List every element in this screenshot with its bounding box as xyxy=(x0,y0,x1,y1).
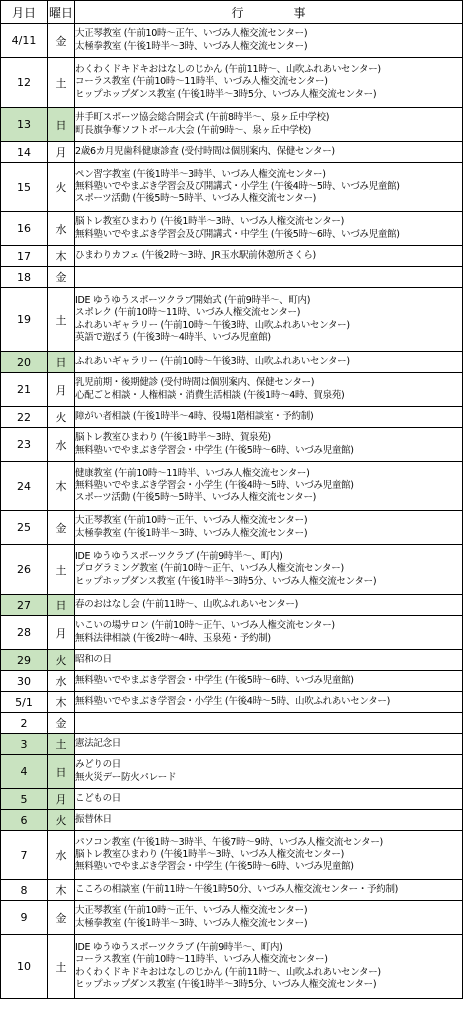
row-events xyxy=(75,288,463,352)
schedule-row xyxy=(1,734,463,755)
row-weekday: 日 xyxy=(48,755,75,789)
row-events xyxy=(75,267,463,288)
event-line: 太極拳教室 (午後1時半～3時、いづみ人権交流センター) xyxy=(75,40,308,52)
event-line: 無料塾いでやまぶき学習会・中学生 (午後5時～6時、いづみ児童館) xyxy=(75,674,354,686)
event-line: みどりの日 xyxy=(75,759,122,771)
event-line: 英語で遊ぼう (午後3時～4時半、いづみ児童館) xyxy=(75,331,271,343)
schedule-row xyxy=(1,671,463,692)
row-weekday: 木 xyxy=(48,462,75,511)
row-weekday: 木 xyxy=(48,880,75,901)
schedule-row xyxy=(1,142,463,163)
event-line: 春のおはなし会 (午前11時～、山吹ふれあいセンター) xyxy=(75,598,299,610)
row-events xyxy=(75,545,463,595)
row-events xyxy=(75,246,463,267)
row-events xyxy=(75,692,463,713)
row-weekday: 土 xyxy=(48,288,75,352)
row-date: 16 xyxy=(1,212,48,246)
row-weekday: 金 xyxy=(48,511,75,545)
row-events xyxy=(75,352,463,373)
row-weekday: 日 xyxy=(48,352,75,373)
row-weekday: 水 xyxy=(48,428,75,462)
row-date: 10 xyxy=(1,935,48,999)
event-line: 大正琴教室 (午前10時～正午、いづみ人権交流センター) xyxy=(75,905,308,917)
row-events xyxy=(75,108,463,142)
event-line: 心配ごと相談・人権相談・消費生活相談 (午後1時～4時、賀泉苑) xyxy=(75,389,345,401)
schedule-row xyxy=(1,24,463,58)
event-line: 2歳6カ月児歯科健康診査 (受付時間は個別案内、保健センター) xyxy=(75,145,335,157)
row-events xyxy=(75,935,463,999)
schedule-row xyxy=(1,163,463,212)
row-weekday: 日 xyxy=(48,108,75,142)
row-date: 9 xyxy=(1,901,48,935)
row-events xyxy=(75,713,463,734)
row-events xyxy=(75,880,463,901)
row-weekday: 月 xyxy=(48,142,75,163)
row-weekday: 土 xyxy=(48,58,75,108)
event-line: 無料法律相談 (午後2時～4時、玉泉苑・予約制) xyxy=(75,632,271,644)
row-date: 2 xyxy=(1,713,48,734)
row-events xyxy=(75,734,463,755)
row-events xyxy=(75,142,463,163)
row-date: 5 xyxy=(1,789,48,810)
row-weekday: 金 xyxy=(48,713,75,734)
event-line: こころの相談室 (午前11時～午後1時50分、いづみ人権交流センター・予約制) xyxy=(75,883,399,895)
event-line: 脳トレ教室ひまわり (午後1時半～3時、賀泉苑) xyxy=(75,432,271,444)
schedule-row xyxy=(1,692,463,713)
row-date: 29 xyxy=(1,650,48,671)
event-line: こどもの日 xyxy=(75,792,122,804)
event-line: わくわくドキドキおはなしのじかん (午前11時～、山吹ふれあいセンター) xyxy=(75,64,381,76)
weekday-column-header: 曜日 xyxy=(48,1,75,24)
row-date: 4 xyxy=(1,755,48,789)
schedule-row xyxy=(1,267,463,288)
row-date: 23 xyxy=(1,428,48,462)
event-line: コーラス教室 (午前10時～11時半、いづみ人権交流センター) xyxy=(75,76,328,88)
event-line: ヒップホップダンス教室 (午後1時半～3時5分、いづみ人権交流センター) xyxy=(75,978,377,990)
event-line: 町長旗争奪ソフトボール大会 (午前9時～、泉ヶ丘中学校) xyxy=(75,124,311,136)
event-line: 無料塾いでやまぶき学習会・小学生 (午後4時～5時、いづみ児童館) xyxy=(75,479,354,491)
row-date: 7 xyxy=(1,831,48,880)
schedule-row xyxy=(1,595,463,616)
row-date: 19 xyxy=(1,288,48,352)
schedule-row xyxy=(1,108,463,142)
event-line: 乳児前期・後期健診 (受付時間は個別案内、保健センター) xyxy=(75,377,315,389)
row-date: 4/11 xyxy=(1,24,48,58)
schedule-row xyxy=(1,246,463,267)
row-weekday: 月 xyxy=(48,789,75,810)
row-date: 26 xyxy=(1,545,48,595)
schedule-row xyxy=(1,352,463,373)
schedule-row xyxy=(1,831,463,880)
event-line: 井手町スポーツ協会総合開会式 (午前8時半～、泉ヶ丘中学校) xyxy=(75,112,330,124)
row-weekday: 水 xyxy=(48,831,75,880)
row-events xyxy=(75,428,463,462)
schedule-row xyxy=(1,407,463,428)
row-date: 24 xyxy=(1,462,48,511)
row-weekday: 月 xyxy=(48,616,75,650)
row-date: 21 xyxy=(1,373,48,407)
row-date: 18 xyxy=(1,267,48,288)
schedule-row xyxy=(1,755,463,789)
event-line: 障がい者相談 (午後1時半～4時、役場1階相談室・予約制) xyxy=(75,410,314,422)
table-header-row xyxy=(1,1,463,24)
row-date: 22 xyxy=(1,407,48,428)
schedule-row xyxy=(1,789,463,810)
row-weekday: 土 xyxy=(48,935,75,999)
event-line: 大正琴教室 (午前10時～正午、いづみ人権交流センター) xyxy=(75,28,308,40)
event-line: 脳トレ教室ひまわり (午後1時半～3時、いづみ人権交流センター) xyxy=(75,216,345,228)
row-weekday: 火 xyxy=(48,407,75,428)
row-weekday: 金 xyxy=(48,24,75,58)
row-date: 20 xyxy=(1,352,48,373)
schedule-row xyxy=(1,511,463,545)
row-date: 5/1 xyxy=(1,692,48,713)
schedule-row xyxy=(1,713,463,734)
schedule-row xyxy=(1,428,463,462)
row-date: 8 xyxy=(1,880,48,901)
event-line: スポーツ活動 (午後5時～5時半、いづみ人権交流センター) xyxy=(75,492,317,504)
event-line: いこいの場サロン (午前10時～正午、いづみ人権交流センター) xyxy=(75,620,335,632)
event-line: 無料塾いでやまぶき学習会・小学生 (午後4時～5時、山吹ふれあいセンター) xyxy=(75,695,391,707)
schedule-row xyxy=(1,462,463,511)
schedule-row xyxy=(1,212,463,246)
row-events xyxy=(75,671,463,692)
row-events xyxy=(75,755,463,789)
event-line: 無料塾いでやまぶき学習会及び開講式・小学生 (午後4時～5時、いづみ児童館) xyxy=(75,180,400,192)
row-events xyxy=(75,511,463,545)
schedule-row xyxy=(1,650,463,671)
event-line: ヒップホップダンス教室 (午後1時半～3時5分、いづみ人権交流センター) xyxy=(75,88,377,100)
schedule-row xyxy=(1,616,463,650)
row-weekday: 月 xyxy=(48,373,75,407)
schedule-row xyxy=(1,288,463,352)
row-weekday: 火 xyxy=(48,163,75,212)
date-column-header: 月日 xyxy=(1,1,48,24)
row-date: 12 xyxy=(1,58,48,108)
row-events xyxy=(75,373,463,407)
row-date: 30 xyxy=(1,671,48,692)
row-weekday: 土 xyxy=(48,734,75,755)
schedule-row xyxy=(1,901,463,935)
row-date: 14 xyxy=(1,142,48,163)
event-line: 無料塾いでやまぶき学習会・中学生 (午後5時～6時、いづみ児童館) xyxy=(75,861,354,873)
row-events xyxy=(75,212,463,246)
schedule-row xyxy=(1,373,463,407)
row-weekday: 火 xyxy=(48,810,75,831)
row-events xyxy=(75,24,463,58)
row-events xyxy=(75,650,463,671)
row-weekday: 木 xyxy=(48,692,75,713)
event-line: 振替休日 xyxy=(75,813,112,825)
row-date: 13 xyxy=(1,108,48,142)
row-weekday: 土 xyxy=(48,545,75,595)
schedule-row xyxy=(1,545,463,595)
row-weekday: 金 xyxy=(48,901,75,935)
row-events xyxy=(75,901,463,935)
schedule-body xyxy=(1,24,463,999)
event-line: 無火災デー防火パレード xyxy=(75,771,177,783)
row-date: 6 xyxy=(1,810,48,831)
row-events xyxy=(75,810,463,831)
event-line: 健康教室 (午前10時～11時半、いづみ人権交流センター) xyxy=(75,467,310,479)
row-date: 28 xyxy=(1,616,48,650)
row-events xyxy=(75,462,463,511)
event-line: スポレク (午前10時～11時、いづみ人権交流センター) xyxy=(75,307,301,319)
row-date: 3 xyxy=(1,734,48,755)
row-events xyxy=(75,58,463,108)
event-line: ふれあいギャラリー (午前10時～午後3時、山吹ふれあいセンター) xyxy=(75,319,350,331)
event-line: IDE ゆうゆうスポーツクラブ開始式 (午前9時半～、町内) xyxy=(75,295,311,307)
event-line: ヒップホップダンス教室 (午後1時半～3時5分、いづみ人権交流センター) xyxy=(75,575,377,587)
schedule-row xyxy=(1,935,463,999)
event-line: 太極拳教室 (午後1時半～3時、いづみ人権交流センター) xyxy=(75,527,308,539)
event-line: 脳トレ教室ひまわり (午後1時半～3時、いづみ人権交流センター) xyxy=(75,848,345,860)
row-events xyxy=(75,595,463,616)
event-line: 無料塾いでやまぶき学習会及び開講式・中学生 (午後5時～6時、いづみ児童館) xyxy=(75,228,400,240)
row-events xyxy=(75,789,463,810)
row-date: 15 xyxy=(1,163,48,212)
event-line: 憲法記念日 xyxy=(75,737,122,749)
row-events xyxy=(75,831,463,880)
row-date: 27 xyxy=(1,595,48,616)
event-line: わくわくドキドキおはなしのじかん (午前11時～、山吹ふれあいセンター) xyxy=(75,966,381,978)
schedule-row xyxy=(1,810,463,831)
event-line: コーラス教室 (午前10時～11時半、いづみ人権交流センター) xyxy=(75,954,328,966)
event-line: 大正琴教室 (午前10時～正午、いづみ人権交流センター) xyxy=(75,515,308,527)
event-line: スポーツ活動 (午後5時～5時半、いづみ人権交流センター) xyxy=(75,193,317,205)
row-weekday: 木 xyxy=(48,246,75,267)
event-line: 昭和の日 xyxy=(75,653,112,665)
event-line: ペン習字教室 (午後1時半～3時半、いづみ人権交流センター) xyxy=(75,168,326,180)
event-line: IDE ゆうゆうスポーツクラブ (午前9時半～、町内) xyxy=(75,551,283,563)
event-line: IDE ゆうゆうスポーツクラブ (午前9時半～、町内) xyxy=(75,942,283,954)
row-events xyxy=(75,163,463,212)
row-date: 25 xyxy=(1,511,48,545)
event-line: 無料塾いでやまぶき学習会・中学生 (午後5時～6時、いづみ児童館) xyxy=(75,444,354,456)
row-events xyxy=(75,407,463,428)
events-column-header: 行事 xyxy=(75,1,463,24)
event-line: ふれあいギャラリー (午前10時～午後3時、山吹ふれあいセンター) xyxy=(75,355,350,367)
row-date: 17 xyxy=(1,246,48,267)
schedule-row xyxy=(1,880,463,901)
row-weekday: 火 xyxy=(48,650,75,671)
row-events xyxy=(75,616,463,650)
row-weekday: 日 xyxy=(48,595,75,616)
event-line: プログラミング教室 (午前10時～正午、いづみ人権交流センター) xyxy=(75,563,344,575)
event-line: ひまわりカフェ (午後2時～3時、JR玉水駅前休憩所さくら) xyxy=(75,249,316,261)
row-weekday: 水 xyxy=(48,671,75,692)
row-weekday: 金 xyxy=(48,267,75,288)
row-weekday: 水 xyxy=(48,212,75,246)
event-line: 太極拳教室 (午後1時半～3時、いづみ人権交流センター) xyxy=(75,917,308,929)
schedule-row xyxy=(1,58,463,108)
event-line: パソコン教室 (午後1時～3時半、午後7時～9時、いづみ人権交流センター) xyxy=(75,836,383,848)
